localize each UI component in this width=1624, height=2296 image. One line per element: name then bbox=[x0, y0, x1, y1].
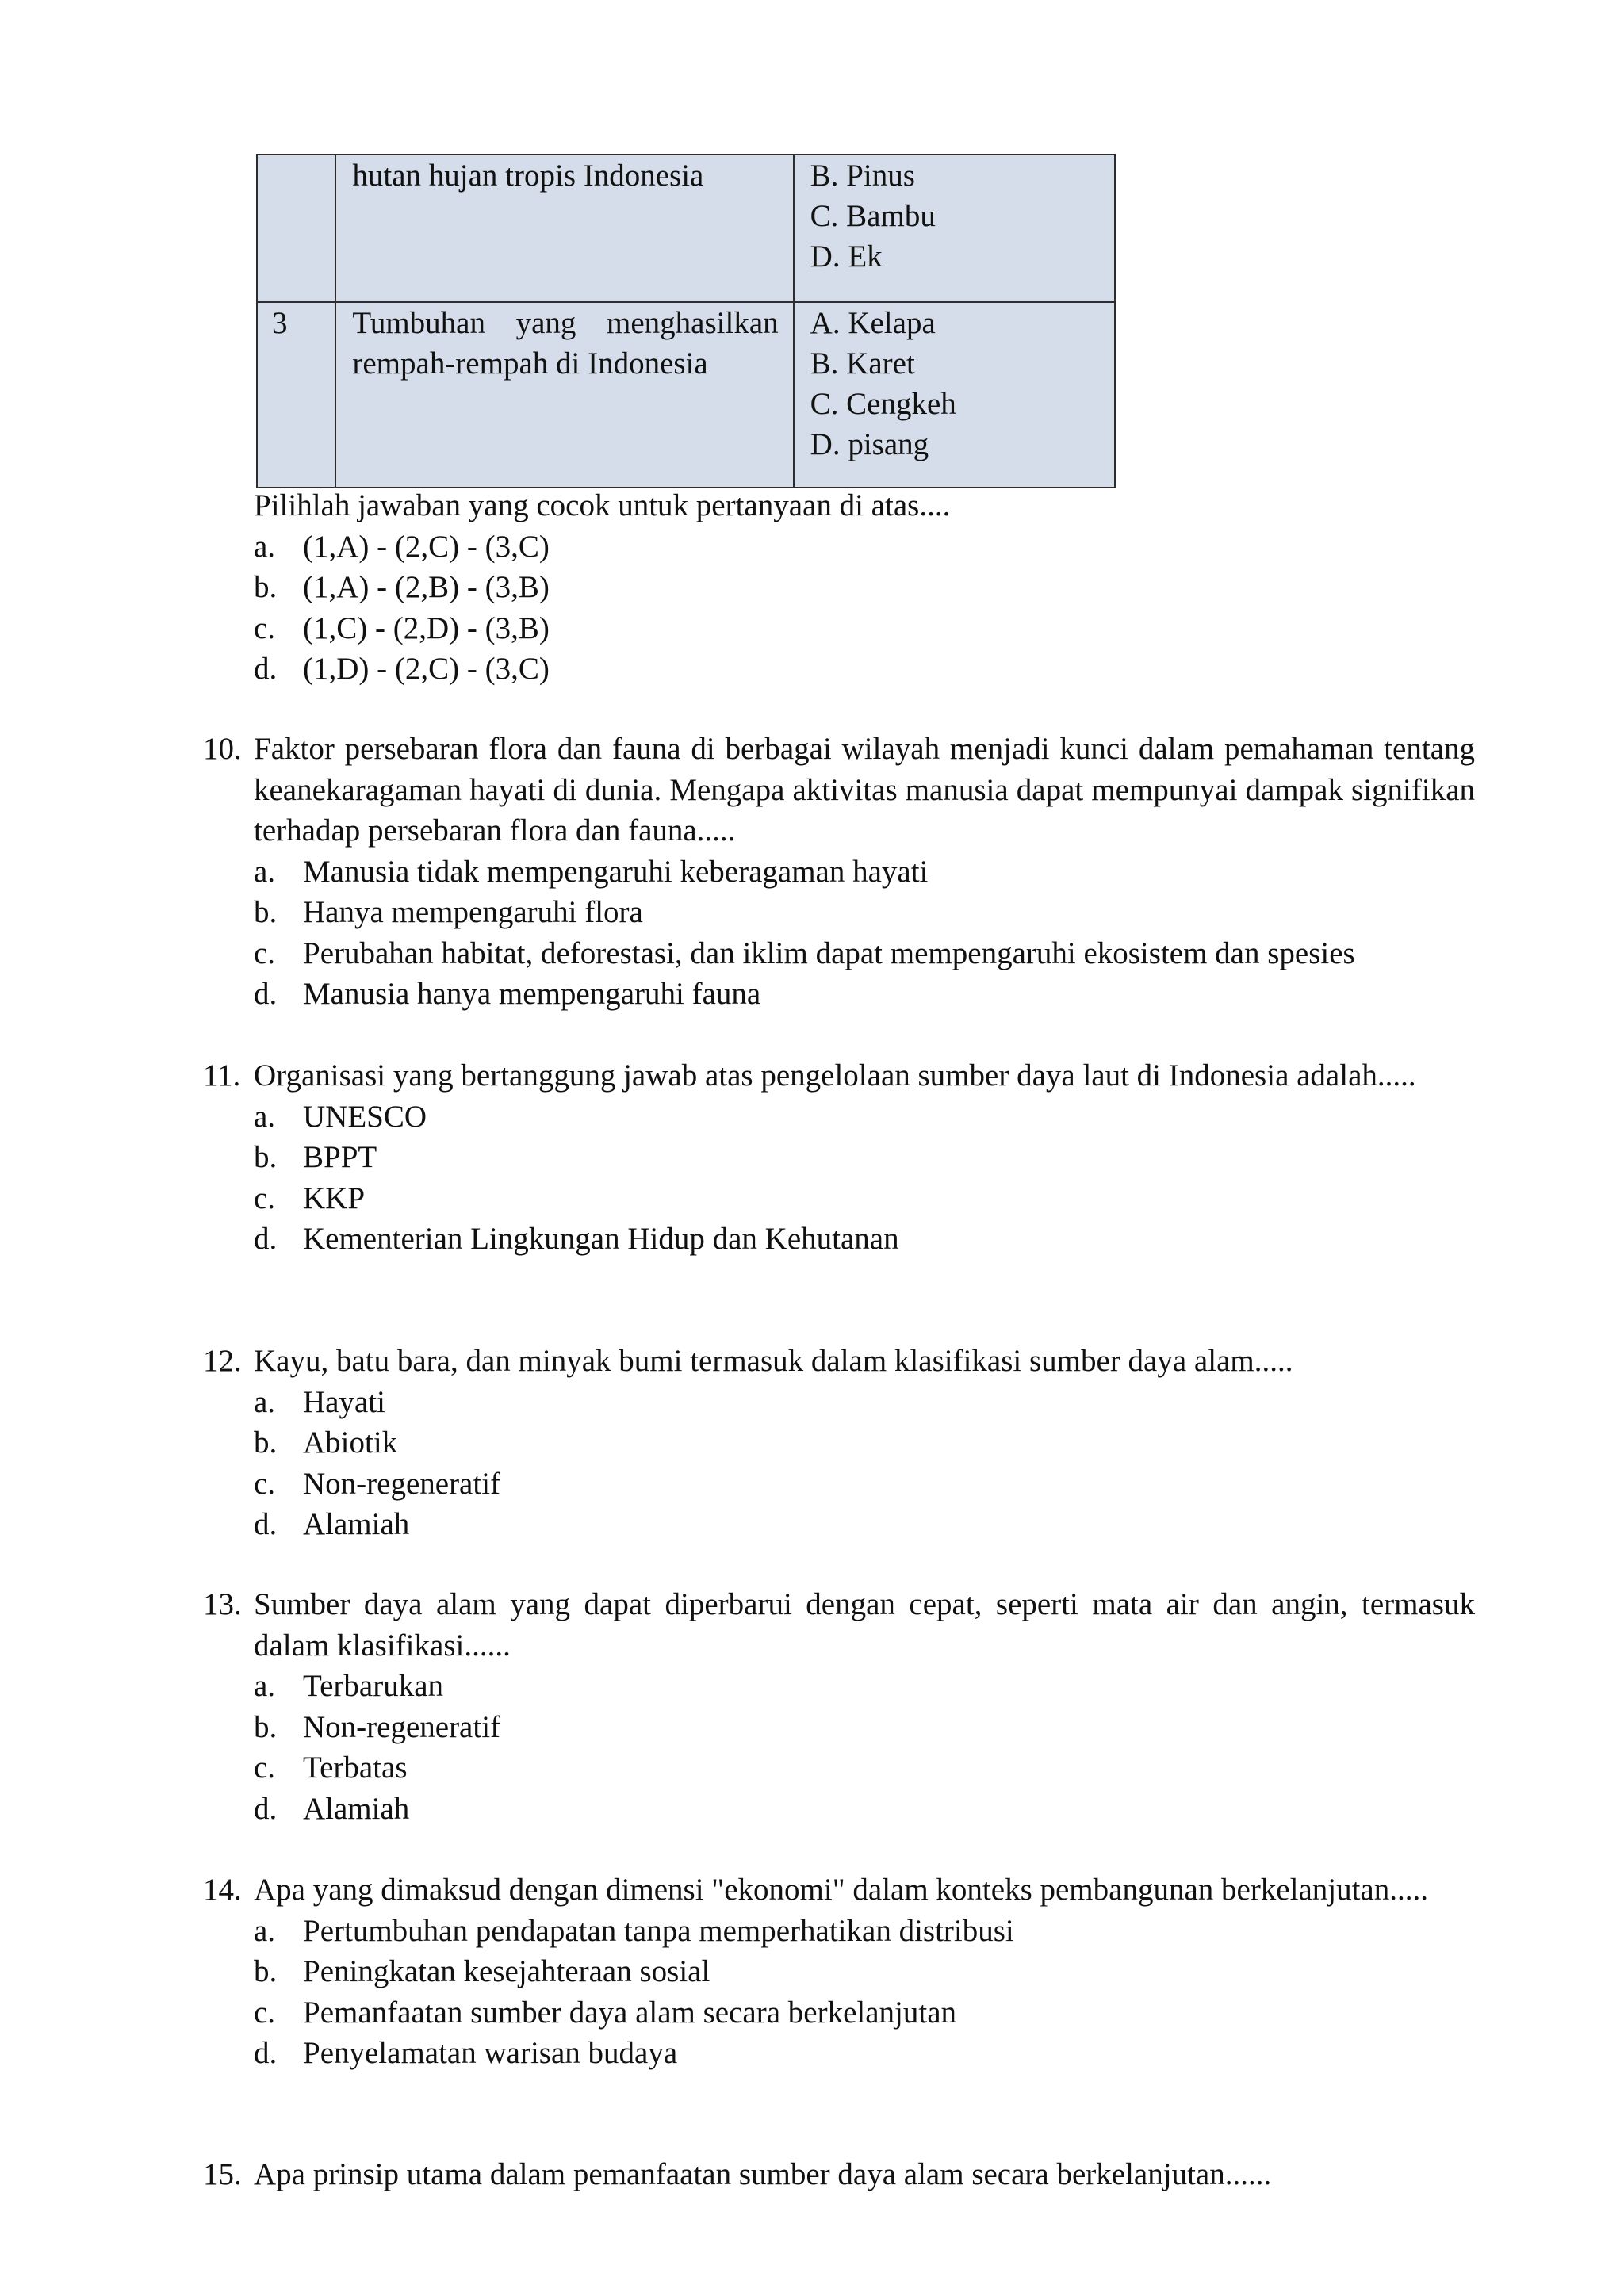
question-11 bbox=[203, 1055, 1475, 1260]
choice-text: Pemanfaatan sumber daya alam secara berkelanjutan bbox=[303, 1995, 957, 2030]
choice-text: Penyelamatan warisan budaya bbox=[303, 2036, 678, 2070]
choice-letter: d. bbox=[254, 1507, 278, 1541]
choice-text: Terbarukan bbox=[303, 1669, 444, 1703]
answer-choice bbox=[254, 1911, 1475, 1952]
answer-choice bbox=[254, 851, 1475, 893]
answer-choice bbox=[254, 1789, 1475, 1830]
answer-choice bbox=[254, 1178, 1475, 1219]
question-number: 10. bbox=[203, 732, 242, 766]
answer-choice bbox=[254, 2033, 1475, 2074]
choice-text: Kementerian Lingkungan Hidup dan Kehutanan bbox=[303, 1222, 899, 1256]
answer-choice bbox=[254, 933, 1475, 974]
table-row bbox=[257, 302, 1115, 488]
question-10 bbox=[203, 729, 1475, 1015]
choice-letter: a. bbox=[254, 854, 276, 889]
choice-letter: c. bbox=[254, 1995, 276, 2030]
choice-letter: c. bbox=[254, 936, 276, 970]
choice-letter: b. bbox=[254, 1954, 278, 1988]
choice-letter: c. bbox=[254, 610, 276, 645]
answer-choice bbox=[254, 1219, 1475, 1260]
matching-table bbox=[256, 154, 1116, 488]
table-cell-description: Tumbuhan yang menghasilkan rempah-rempah di Indonesia bbox=[335, 302, 793, 488]
question-12 bbox=[203, 1341, 1475, 1545]
choice-letter: c. bbox=[254, 1751, 276, 1785]
table-option: B. Pinus bbox=[810, 159, 915, 193]
choice-text: (1,A) - (2,C) - (3,C) bbox=[303, 529, 550, 564]
choice-text: Alamiah bbox=[303, 1791, 410, 1826]
answer-choice bbox=[254, 1504, 1475, 1545]
table-option: C. Bambu bbox=[810, 199, 936, 233]
choice-text: Manusia hanya mempengaruhi fauna bbox=[303, 977, 761, 1011]
answer-choice bbox=[254, 1707, 1475, 1748]
choice-letter: a. bbox=[254, 1913, 276, 1948]
choice-text: (1,C) - (2,D) - (3,B) bbox=[303, 610, 550, 645]
choice-text: (1,A) - (2,B) - (3,B) bbox=[303, 570, 550, 604]
question-stem: Faktor persebaran flora dan fauna di berbagai wilayah menjadi kunci dalam pemahaman tentang keanekaragaman hayati di dunia. Mengapa aktivitas manusia dapat mempunyai dampak signifikan terhadap persebaran flora dan fauna..... bbox=[254, 732, 1475, 848]
question-number: 12. bbox=[203, 1344, 242, 1378]
choice-text: Peningkatan kesejahteraan sosial bbox=[303, 1954, 710, 1988]
answer-choice bbox=[254, 1422, 1475, 1464]
question-stem: Kayu, batu bara, dan minyak bumi termasuk dalam klasifikasi sumber daya alam..... bbox=[254, 1344, 1293, 1378]
table-cell-options bbox=[794, 302, 1115, 488]
choice-letter: a. bbox=[254, 1669, 276, 1703]
choice-letter: b. bbox=[254, 1709, 278, 1744]
table-cell-description: hutan hujan tropis Indonesia bbox=[335, 155, 793, 302]
question-number: 13. bbox=[203, 1587, 242, 1621]
table-option: A. Kelapa bbox=[810, 306, 936, 340]
choice-text: Non-regeneratif bbox=[303, 1466, 501, 1501]
answer-choice bbox=[254, 1464, 1475, 1505]
table-cell-number: 3 bbox=[257, 302, 335, 488]
choice-letter: d. bbox=[254, 1222, 278, 1256]
question-stem: Apa prinsip utama dalam pemanfaatan sumber daya alam secara berkelanjutan...... bbox=[254, 2157, 1272, 2191]
answer-choice bbox=[254, 608, 1475, 649]
choice-text: Alamiah bbox=[303, 1507, 410, 1541]
choice-text: UNESCO bbox=[303, 1099, 427, 1134]
question-number: 11. bbox=[203, 1058, 241, 1093]
choice-text: Hanya mempengaruhi flora bbox=[303, 895, 643, 929]
answer-choice bbox=[254, 526, 1475, 568]
choice-text: Perubahan habitat, deforestasi, dan iklim dapat mempengaruhi ekosistem dan spesies bbox=[303, 936, 1355, 970]
choice-letter: d. bbox=[254, 2036, 278, 2070]
choice-letter: c. bbox=[254, 1181, 276, 1215]
question-prompt: Pilihlah jawaban yang cocok untuk pertanyaan di atas.... bbox=[254, 488, 951, 522]
question-14 bbox=[203, 1869, 1475, 2074]
answer-choice bbox=[254, 1096, 1475, 1138]
answer-choice bbox=[254, 1992, 1475, 2034]
table-row bbox=[257, 155, 1115, 302]
choice-letter: b. bbox=[254, 570, 278, 604]
table-option: D. pisang bbox=[810, 427, 929, 461]
choice-letter: a. bbox=[254, 1099, 276, 1134]
choice-text: Manusia tidak mempengaruhi keberagaman hayati bbox=[303, 854, 929, 889]
table-cell-options bbox=[794, 155, 1115, 302]
choice-text: Abiotik bbox=[303, 1425, 398, 1460]
choice-letter: d. bbox=[254, 977, 278, 1011]
choice-text: Hayati bbox=[303, 1384, 385, 1419]
choice-text: Non-regeneratif bbox=[303, 1709, 501, 1744]
answer-choice bbox=[254, 649, 1475, 690]
question-15 bbox=[203, 2154, 1475, 2195]
question-stem: Sumber daya alam yang dapat diperbarui dengan cepat, seperti mata air dan angin, termasuk dalam klasifikasi...... bbox=[254, 1587, 1475, 1663]
choice-letter: d. bbox=[254, 1791, 278, 1826]
answer-choice bbox=[254, 1666, 1475, 1707]
answer-choice bbox=[254, 567, 1475, 608]
choice-letter: b. bbox=[254, 1140, 278, 1174]
answer-choice bbox=[254, 892, 1475, 933]
question-stem: Apa yang dimaksud dengan dimensi "ekonomi" dalam konteks pembangunan berkelanjutan..... bbox=[254, 1873, 1428, 1907]
choice-text: (1,D) - (2,C) - (3,C) bbox=[303, 652, 550, 686]
choice-text: BPPT bbox=[303, 1140, 377, 1174]
choice-letter: a. bbox=[254, 1384, 276, 1419]
choice-letter: a. bbox=[254, 529, 276, 564]
question-number: 15. bbox=[203, 2157, 242, 2191]
choice-letter: d. bbox=[254, 652, 278, 686]
choice-text: KKP bbox=[303, 1181, 366, 1215]
question-number: 14. bbox=[203, 1873, 242, 1907]
answer-choice bbox=[254, 1137, 1475, 1178]
answer-choice bbox=[254, 1951, 1475, 1992]
question-stem: Organisasi yang bertanggung jawab atas pengelolaan sumber daya laut di Indonesia adalah..... bbox=[254, 1058, 1416, 1093]
question-13 bbox=[203, 1584, 1475, 1829]
choice-letter: c. bbox=[254, 1466, 276, 1501]
answer-choice bbox=[254, 974, 1475, 1015]
table-option: C. Cengkeh bbox=[810, 387, 956, 421]
table-option: D. Ek bbox=[810, 239, 883, 274]
table-cell-number bbox=[257, 155, 335, 302]
answer-choice bbox=[254, 1747, 1475, 1789]
choice-letter: b. bbox=[254, 1425, 278, 1460]
choice-text: Pertumbuhan pendapatan tanpa memperhatikan distribusi bbox=[303, 1913, 1014, 1948]
choice-text: Terbatas bbox=[303, 1751, 408, 1785]
table-option: B. Karet bbox=[810, 346, 915, 381]
choice-letter: b. bbox=[254, 895, 278, 929]
question-9-tail bbox=[254, 485, 1475, 690]
answer-choice bbox=[254, 1382, 1475, 1423]
